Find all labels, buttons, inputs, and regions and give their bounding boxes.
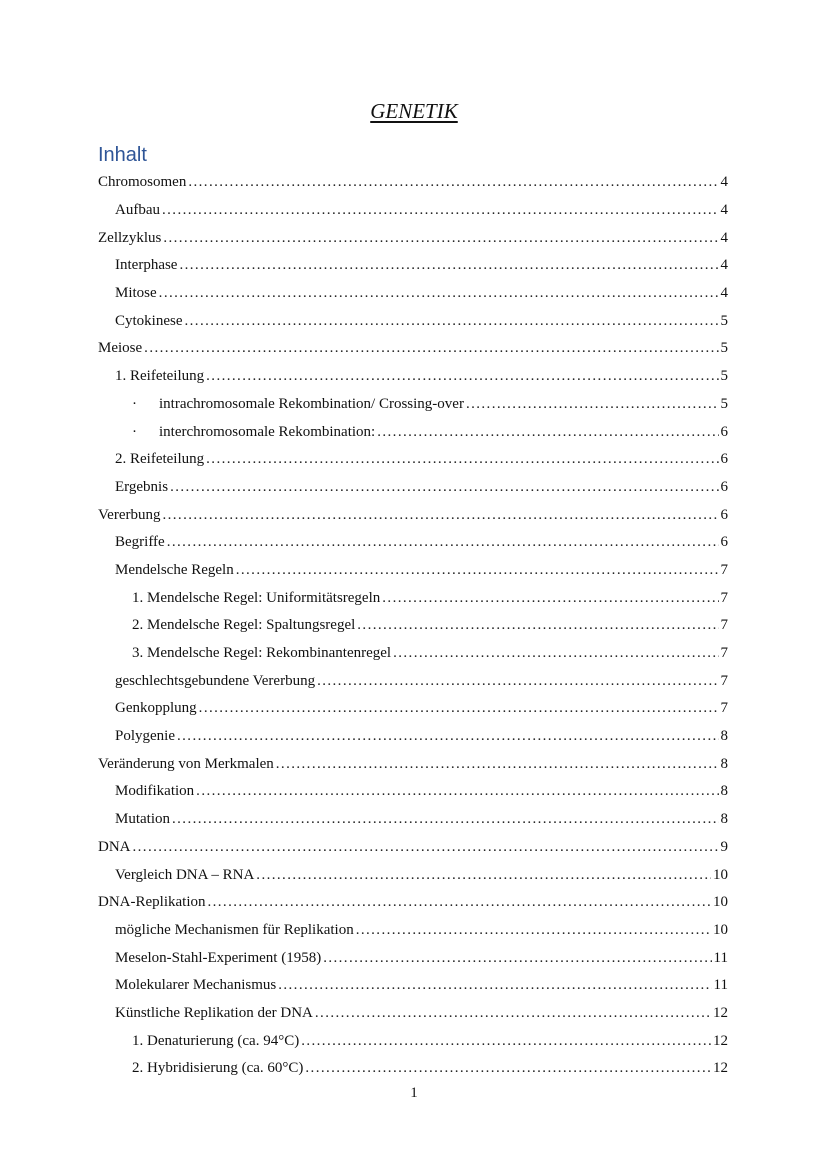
toc-entry[interactable] — [98, 557, 728, 585]
toc-entry[interactable] — [98, 529, 728, 557]
toc-entry-page: 11 — [713, 949, 728, 966]
document-title: GENETIK — [370, 99, 458, 123]
page-number: 1 — [410, 1085, 418, 1101]
toc-entry[interactable] — [98, 612, 728, 640]
toc-entry-label: Begriffe — [115, 534, 165, 551]
toc-dot-leader — [206, 369, 718, 384]
toc-dot-leader — [172, 812, 719, 827]
toc-entry-label: Molekularer Mechanismus — [115, 977, 277, 994]
toc-dot-leader — [382, 591, 718, 606]
toc-entry-label: intrachromosomale Rekombination/ Crossing-over — [159, 395, 464, 412]
toc-entry[interactable] — [98, 418, 728, 446]
toc-entry-page: 7 — [720, 561, 728, 578]
toc-entry[interactable] — [98, 391, 728, 419]
toc-dot-leader — [357, 618, 718, 633]
toc-entry-page: 6 — [720, 423, 728, 440]
toc-dot-leader — [144, 341, 718, 356]
toc-entry-page: 8 — [720, 811, 728, 828]
toc-entry-page: 6 — [720, 451, 728, 468]
toc-entry-page: 12 — [713, 1004, 728, 1021]
toc-entry-label: Vergleich DNA – RNA — [115, 866, 255, 883]
toc-entry[interactable] — [98, 1055, 728, 1083]
toc-entry[interactable] — [98, 861, 728, 889]
toc-entry-label: Aufbau — [115, 202, 160, 219]
toc-entry-label: 2. Reifeteilung — [115, 451, 205, 468]
toc-entry[interactable] — [98, 584, 728, 612]
toc-entry[interactable] — [98, 972, 728, 1000]
toc-entry[interactable] — [98, 1000, 728, 1028]
toc-entry-label: Mendelsche Regeln — [115, 561, 234, 578]
toc-entry-page: 6 — [720, 534, 728, 551]
toc-dot-leader — [356, 923, 711, 938]
toc-entry-label: Künstliche Replikation der DNA — [115, 1004, 313, 1021]
toc-entry-page: 4 — [720, 257, 728, 274]
toc-entry-page: 10 — [713, 866, 728, 883]
toc-entry[interactable] — [98, 640, 728, 668]
toc-dot-leader — [177, 729, 719, 744]
toc-dot-leader — [162, 508, 718, 523]
toc-entry[interactable] — [98, 750, 728, 778]
toc-entry-label: Zellzyklus — [98, 229, 162, 246]
toc-dot-leader — [133, 840, 719, 855]
toc-entry-label: Meiose — [98, 340, 143, 357]
toc-dot-leader — [256, 868, 711, 883]
toc-entry-page: 7 — [720, 672, 728, 689]
toc-entry[interactable] — [98, 197, 728, 225]
toc-entry[interactable] — [98, 169, 728, 197]
toc-entry-page: 12 — [713, 1032, 728, 1049]
toc-entry-page: 7 — [720, 700, 728, 717]
toc-dot-leader — [163, 231, 718, 246]
toc-dot-leader — [317, 674, 718, 689]
toc-entry[interactable] — [98, 1027, 728, 1055]
toc-entry[interactable] — [98, 446, 728, 474]
toc-dot-leader — [179, 258, 718, 273]
toc-entry-label: DNA-Replikation — [98, 894, 206, 911]
toc-entry-page: 12 — [713, 1060, 728, 1077]
toc-entry[interactable] — [98, 695, 728, 723]
toc-entry-page: 7 — [720, 617, 728, 634]
toc-entry-page: 5 — [720, 340, 728, 357]
toc-entry[interactable] — [98, 944, 728, 972]
toc-dot-leader — [199, 701, 719, 716]
toc-dot-leader — [185, 314, 719, 329]
toc-entry-label: Polygenie — [115, 728, 175, 745]
toc-dot-leader — [170, 480, 718, 495]
toc-entry-label: Chromosomen — [98, 174, 187, 191]
table-of-contents — [98, 169, 728, 1083]
toc-entry-page: 7 — [720, 589, 728, 606]
toc-entry[interactable] — [98, 723, 728, 751]
toc-dot-leader — [278, 978, 711, 993]
toc-dot-leader — [207, 895, 711, 910]
toc-entry-page: 6 — [720, 478, 728, 495]
toc-entry-label: Genkopplung — [115, 700, 197, 717]
toc-entry-label: 1. Mendelsche Regel: Uniformitätsregeln — [132, 589, 381, 606]
toc-entry-label: Meselon-Stahl-Experiment (1958) — [115, 949, 322, 966]
toc-dot-leader — [305, 1061, 711, 1076]
toc-entry-label: mögliche Mechanismen für Replikation — [115, 921, 354, 938]
toc-entry[interactable] — [98, 806, 728, 834]
toc-entry-label: 2. Mendelsche Regel: Spaltungsregel — [132, 617, 356, 634]
toc-dot-leader — [236, 563, 719, 578]
toc-entry[interactable] — [98, 335, 728, 363]
toc-entry-label: Vererbung — [98, 506, 161, 523]
toc-entry-label: 3. Mendelsche Regel: Rekombinantenregel — [132, 645, 392, 662]
toc-entry[interactable] — [98, 307, 728, 335]
toc-entry-page: 5 — [720, 312, 728, 329]
toc-entry[interactable] — [98, 363, 728, 391]
toc-entry-page: 8 — [720, 783, 728, 800]
toc-entry-page: 10 — [713, 894, 728, 911]
toc-entry-page: 4 — [720, 202, 728, 219]
toc-entry[interactable] — [98, 474, 728, 502]
toc-entry-label: Modifikation — [115, 783, 195, 800]
toc-entry[interactable] — [98, 917, 728, 945]
toc-dot-leader — [323, 951, 711, 966]
toc-entry-page: 7 — [720, 645, 728, 662]
toc-entry-label: Mutation — [115, 811, 170, 828]
toc-dot-leader — [315, 1006, 711, 1021]
toc-entry-page: 4 — [720, 174, 728, 191]
toc-entry-page: 11 — [713, 977, 728, 994]
toc-entry-label: geschlechtsgebundene Vererbung — [115, 672, 316, 689]
toc-entry-page: 10 — [713, 921, 728, 938]
toc-entry-label: 1. Reifeteilung — [115, 368, 205, 385]
toc-dot-leader — [276, 757, 719, 772]
toc-entry-page: 4 — [720, 285, 728, 302]
toc-dot-leader — [393, 646, 718, 661]
toc-entry[interactable] — [98, 667, 728, 695]
toc-entry-label: Veränderung von Merkmalen — [98, 755, 274, 772]
toc-entry-page: 9 — [720, 838, 728, 855]
toc-dot-leader — [301, 1034, 711, 1049]
toc-entry[interactable] — [98, 889, 728, 917]
toc-entry-label: Mitose — [115, 285, 157, 302]
toc-entry-label: Ergebnis — [115, 478, 169, 495]
toc-bullet: · — [132, 423, 137, 440]
toc-dot-leader — [196, 784, 718, 799]
toc-dot-leader — [159, 286, 719, 301]
toc-entry-page: 8 — [720, 755, 728, 772]
toc-entry[interactable] — [98, 834, 728, 862]
toc-dot-leader — [167, 535, 719, 550]
toc-entry-label: Interphase — [115, 257, 178, 274]
toc-heading: Inhalt — [98, 144, 147, 166]
toc-entry-page: 8 — [720, 728, 728, 745]
toc-entry-label: 1. Denaturierung (ca. 94°C) — [132, 1032, 300, 1049]
toc-dot-leader — [466, 397, 719, 412]
toc-dot-leader — [206, 452, 718, 467]
toc-entry[interactable] — [98, 280, 728, 308]
toc-entry[interactable] — [98, 252, 728, 280]
toc-entry-label: DNA — [98, 838, 131, 855]
toc-entry-label: 2. Hybridisierung (ca. 60°C) — [132, 1060, 304, 1077]
toc-entry[interactable] — [98, 778, 728, 806]
toc-entry-page: 4 — [720, 229, 728, 246]
toc-entry-page: 5 — [720, 395, 728, 412]
toc-entry[interactable] — [98, 224, 728, 252]
toc-dot-leader — [188, 175, 718, 190]
toc-dot-leader — [377, 425, 718, 440]
toc-entry[interactable] — [98, 501, 728, 529]
toc-entry-label: Cytokinese — [115, 312, 183, 329]
toc-entry-label: interchromosomale Rekombination: — [159, 423, 376, 440]
toc-dot-leader — [162, 203, 719, 218]
toc-bullet: · — [132, 395, 137, 412]
toc-entry-page: 5 — [720, 368, 728, 385]
toc-entry-page: 6 — [720, 506, 728, 523]
